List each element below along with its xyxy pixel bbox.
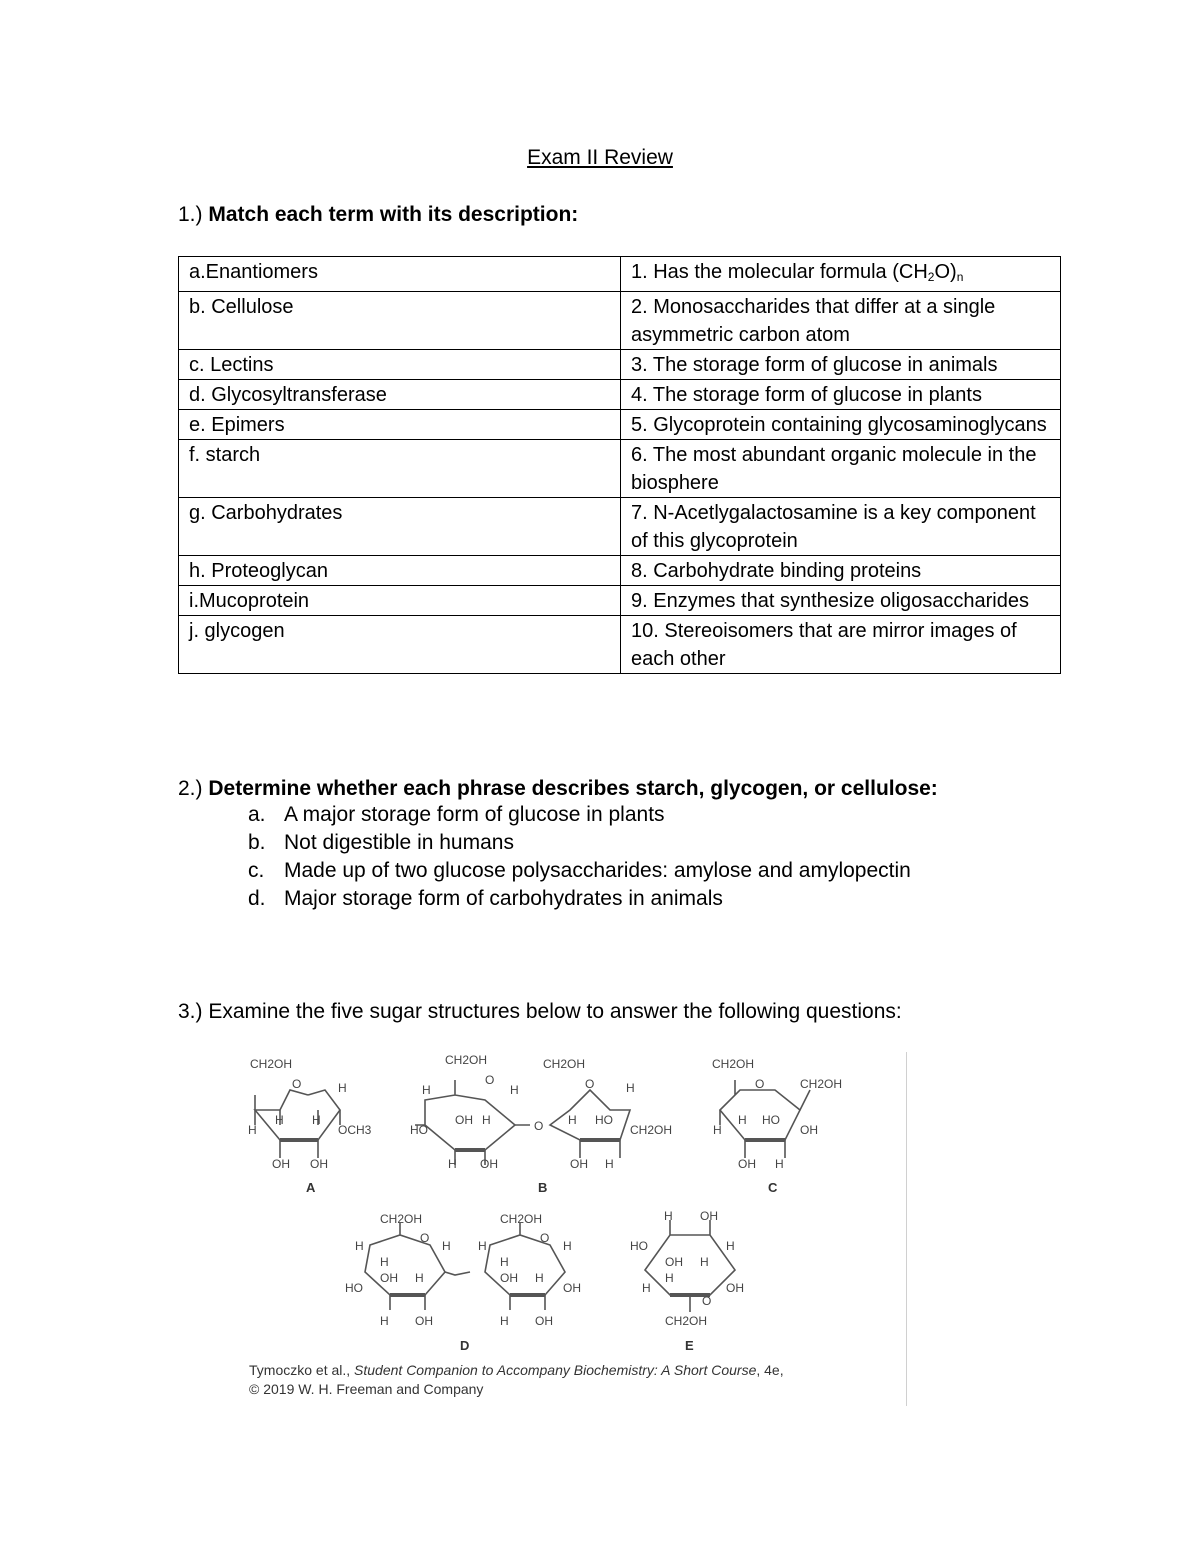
structure-label-a: A: [306, 1180, 316, 1195]
atom-label: CH2OH: [380, 1212, 423, 1226]
atom-label: OH: [500, 1271, 518, 1285]
atom-label: H: [355, 1239, 364, 1253]
question-1-heading: [178, 203, 578, 227]
description-text-tail: O): [934, 261, 957, 283]
caption-authors: Tymoczko et al.,: [249, 1362, 355, 1378]
atom-label: H: [248, 1123, 257, 1137]
atom-label: O: [292, 1077, 302, 1091]
atom-label: H: [605, 1157, 614, 1171]
atom-label: CH2OH: [250, 1057, 293, 1071]
list-item-text: Major storage form of carbohydrates in animals: [284, 887, 723, 910]
table-row: [179, 257, 1061, 292]
atom-label: HO: [410, 1123, 428, 1137]
atom-label: O: [485, 1073, 495, 1087]
term-cell: a.Enantiomers: [179, 257, 621, 292]
phrase-list: [248, 801, 911, 913]
atom-label: OH: [570, 1157, 588, 1171]
atom-label: H: [422, 1083, 431, 1097]
atom-label: OH: [535, 1314, 553, 1328]
atom-label: OH: [310, 1157, 328, 1171]
atom-label: H: [312, 1113, 321, 1127]
term-cell: c. Lectins: [179, 350, 621, 380]
atom-label: H: [482, 1113, 491, 1127]
term-cell: b. Cellulose: [179, 292, 621, 350]
list-item-text: Not digestible in humans: [284, 831, 514, 854]
atom-label: H: [380, 1314, 389, 1328]
table-row: [179, 292, 1061, 350]
atom-label: CH2OH: [800, 1077, 843, 1091]
description-cell: 9. Enzymes that synthesize oligosaccharides: [621, 586, 1061, 616]
term-cell: d. Glycosyltransferase: [179, 380, 621, 410]
atom-label: OH: [272, 1157, 290, 1171]
atom-label: HO: [630, 1239, 648, 1253]
atom-label: OH: [480, 1157, 498, 1171]
list-item: [248, 885, 911, 913]
caption-line-2: © 2019 W. H. Freeman and Company: [249, 1381, 484, 1397]
term-cell: e. Epimers: [179, 410, 621, 440]
atom-label: OH: [665, 1255, 683, 1269]
question-3-heading: [178, 1000, 902, 1024]
table-row: [179, 556, 1061, 586]
list-item-text: A major storage form of glucose in plants: [284, 803, 665, 826]
caption-line-1: [249, 1361, 784, 1380]
atom-label: O: [585, 1077, 595, 1091]
atom-label: O: [534, 1119, 544, 1133]
atom-label: H: [415, 1271, 424, 1285]
structure-label-e: E: [685, 1338, 694, 1353]
atom-label: H: [535, 1271, 544, 1285]
atom-label: HO: [345, 1281, 363, 1295]
figure-caption: [249, 1361, 784, 1399]
structure-label-d: D: [460, 1338, 470, 1353]
description-cell: 6. The most abundant organic molecule in the biosphere: [621, 440, 1061, 498]
question-3-number: 3.): [178, 1000, 203, 1023]
atom-label: HO: [762, 1113, 780, 1127]
description-cell: 7. N-Acetlygalactosamine is a key component of this glycoprotein: [621, 498, 1061, 556]
atom-label: OH: [415, 1314, 433, 1328]
term-cell: j. glycogen: [179, 616, 621, 674]
atom-label: H: [338, 1081, 347, 1095]
description-text: 1. Has the molecular formula (CH: [631, 261, 928, 283]
atom-label: CH2OH: [543, 1057, 586, 1071]
atom-label: OH: [700, 1209, 718, 1223]
list-item: [248, 829, 911, 857]
table-row: [179, 410, 1061, 440]
atom-label: H: [442, 1239, 451, 1253]
atom-label: CH2OH: [500, 1212, 543, 1226]
structure-label-b: B: [538, 1180, 548, 1195]
atom-label: H: [510, 1083, 519, 1097]
figure-border-line: [906, 1052, 907, 1406]
atom-label: H: [568, 1113, 577, 1127]
sugar-structures-drawing: [230, 1040, 920, 1360]
atom-label: H: [478, 1239, 487, 1253]
atom-label: O: [420, 1231, 430, 1245]
atom-label: OH: [738, 1157, 756, 1171]
atom-label: OCH3: [338, 1123, 372, 1137]
atom-label: H: [563, 1239, 572, 1253]
list-item: [248, 857, 911, 885]
atom-label: OH: [563, 1281, 581, 1295]
table-row: [179, 616, 1061, 674]
atom-label: H: [775, 1157, 784, 1171]
list-marker: c.: [248, 859, 265, 882]
question-1-text: Match each term with its description:: [208, 203, 579, 226]
question-1-number: 1.): [178, 203, 203, 226]
atom-label: H: [642, 1281, 651, 1295]
description-cell: 10. Stereoisomers that are mirror images of each other: [621, 616, 1061, 674]
structure-label-c: C: [768, 1180, 778, 1195]
list-marker: a.: [248, 803, 266, 826]
description-cell: 5. Glycoprotein containing glycosaminoglycans: [621, 410, 1061, 440]
table-row: [179, 380, 1061, 410]
list-marker: b.: [248, 831, 266, 854]
table-row: [179, 498, 1061, 556]
atom-label: CH2OH: [630, 1123, 673, 1137]
question-2-number: 2.): [178, 777, 203, 800]
atom-label: CH2OH: [712, 1057, 755, 1071]
atom-label: OH: [455, 1113, 473, 1127]
atom-label: OH: [726, 1281, 744, 1295]
atom-label: H: [448, 1157, 457, 1171]
page-title: Exam II Review: [527, 146, 673, 169]
atom-label: O: [540, 1231, 550, 1245]
atom-label: CH2OH: [445, 1053, 488, 1067]
description-cell: [621, 257, 1061, 292]
atom-label: H: [738, 1113, 747, 1127]
atom-label: H: [500, 1255, 509, 1269]
table-row: [179, 440, 1061, 498]
atom-label: H: [275, 1113, 284, 1127]
atom-label: HO: [595, 1113, 613, 1127]
list-marker: d.: [248, 887, 266, 910]
question-2-heading: [178, 777, 938, 801]
question-3-text: Examine the five sugar structures below to answer the following questions:: [208, 1000, 902, 1023]
subscript: 2: [927, 270, 935, 284]
atom-label: H: [626, 1081, 635, 1095]
term-cell: i.Mucoprotein: [179, 586, 621, 616]
term-cell: h. Proteoglycan: [179, 556, 621, 586]
question-2-text: Determine whether each phrase describes starch, glycogen, or cellulose:: [208, 777, 938, 800]
term-cell: f. starch: [179, 440, 621, 498]
atom-label: H: [664, 1209, 673, 1223]
caption-book-title: Student Companion to Accompany Biochemistry: A Short Course: [354, 1362, 757, 1378]
table-row: [179, 350, 1061, 380]
subscript: n: [956, 270, 964, 284]
atom-label: OH: [800, 1123, 818, 1137]
atom-label: H: [726, 1239, 735, 1253]
description-cell: 8. Carbohydrate binding proteins: [621, 556, 1061, 586]
list-item: [248, 801, 911, 829]
atom-label: H: [500, 1314, 509, 1328]
atom-label: O: [755, 1077, 765, 1091]
atom-label: H: [665, 1271, 674, 1285]
table-row: [179, 586, 1061, 616]
atom-label: H: [700, 1255, 709, 1269]
atom-label: H: [380, 1255, 389, 1269]
matching-table: [178, 256, 1061, 674]
atom-label: CH2OH: [665, 1314, 708, 1328]
description-cell: 4. The storage form of glucose in plants: [621, 380, 1061, 410]
term-cell: g. Carbohydrates: [179, 498, 621, 556]
atom-label: O: [702, 1294, 712, 1308]
atom-label: OH: [380, 1271, 398, 1285]
description-cell: 2. Monosaccharides that differ at a single asymmetric carbon atom: [621, 292, 1061, 350]
list-item-text: Made up of two glucose polysaccharides: amylose and amylopectin: [284, 859, 911, 882]
description-cell: 3. The storage form of glucose in animals: [621, 350, 1061, 380]
atom-label: H: [713, 1123, 722, 1137]
caption-edition: , 4e,: [756, 1362, 784, 1378]
